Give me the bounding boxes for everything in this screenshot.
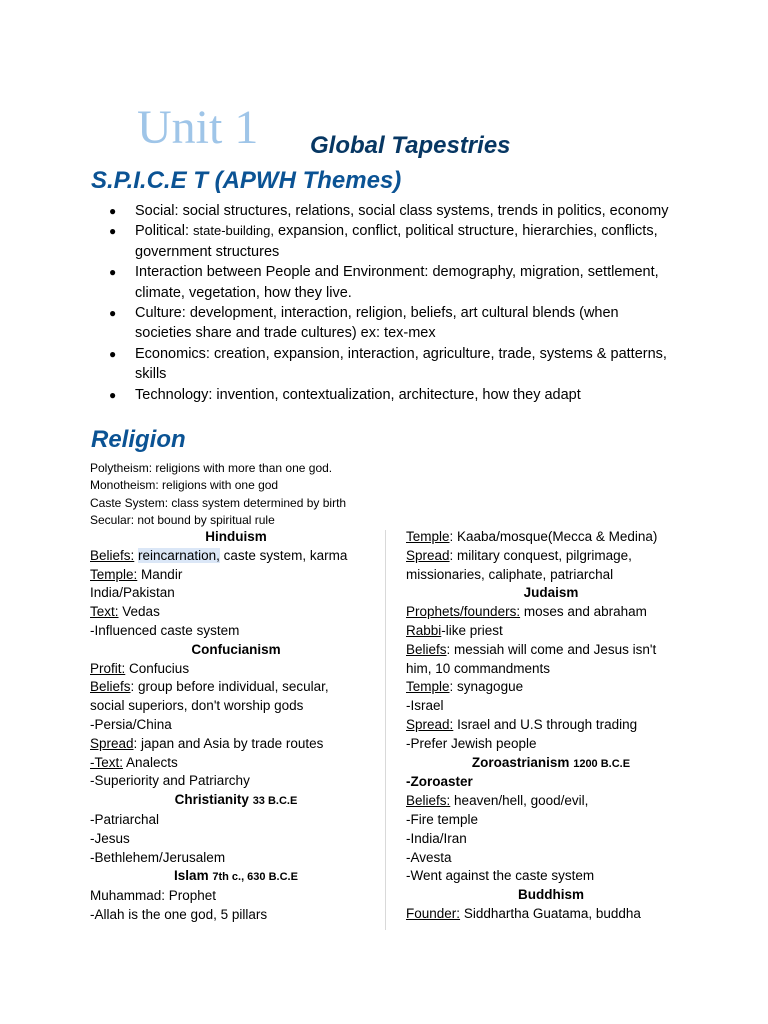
- unit-title: Unit 1: [137, 101, 259, 154]
- judaism-title: Judaism: [523, 585, 579, 601]
- zoroastrianism-beliefs: Beliefs: heaven/hell, good/evil,: [406, 793, 589, 809]
- judaism-beliefs-cont: him, 10 commandments: [406, 660, 551, 676]
- list-item: -Allah is the one god, 5 pillars: [90, 906, 268, 922]
- bullet-icon: ●: [109, 346, 117, 361]
- list-item: -Jesus: [90, 830, 130, 846]
- confucianism-location: -Persia/China: [90, 716, 172, 732]
- themes-list: [109, 201, 669, 405]
- confucianism-beliefs-cont: social superiors, don't worship gods: [90, 698, 304, 714]
- bullet-icon: ●: [109, 224, 117, 239]
- religion-heading: Religion: [91, 426, 186, 453]
- definition-monotheism: Monotheism: religions with one god: [90, 478, 279, 493]
- list-item: ● Technology: invention, contextualization, architecture, how they adapt: [109, 385, 669, 405]
- bullet-icon: ●: [109, 265, 117, 280]
- zoroastrianism-founder: -Zoroaster: [406, 774, 473, 790]
- judaism-rabbi: Rabbi-like priest: [406, 622, 503, 638]
- confucianism-text: -Text: Analects: [90, 754, 178, 770]
- list-item: ● Culture: development, interaction, religion, beliefs, art cultural blends (when societies share and trade cultures) ex: tex-mex: [109, 305, 619, 342]
- islam-temple: Temple: Kaaba/mosque(Mecca & Medina): [406, 529, 658, 544]
- hinduism-title: Hinduism: [205, 529, 267, 544]
- hinduism-note: -Influenced caste system: [90, 622, 240, 638]
- judaism-prophets: Prophets/founders: moses and abraham: [406, 604, 647, 620]
- zoroastrianism-title: Zoroastrianism 1200 B.C.E: [471, 754, 631, 770]
- list-item: ● Social: social structures, relations, social class systems, trends in politics, economy: [109, 201, 669, 221]
- hinduism-location: India/Pakistan: [90, 585, 175, 601]
- highlighted-text: reincarnation,: [138, 547, 220, 563]
- judaism-location: -Israel: [406, 698, 444, 714]
- list-item: -India/Iran: [406, 830, 467, 846]
- judaism-temple: Temple: synagogue: [406, 679, 524, 695]
- hinduism-text: Text: Vedas: [90, 604, 160, 620]
- definition-caste-system: Caste System: class system determined by birth: [90, 495, 347, 510]
- islam-spread: Spread: military conquest, pilgrimage,: [406, 547, 632, 563]
- list-item: -Went against the caste system: [406, 868, 595, 884]
- list-item: -Patriarchal: [90, 811, 160, 827]
- definition-polytheism: Polytheism: religions with more than one god.: [90, 461, 333, 475]
- hinduism-temple: Temple: Mandir: [90, 566, 183, 582]
- document-subtitle: Global Tapestries: [310, 132, 511, 159]
- bullet-icon: ●: [109, 387, 117, 402]
- confucianism-title: Confucianism: [191, 641, 281, 657]
- column-divider: [385, 530, 386, 930]
- left-column: [90, 528, 382, 925]
- list-item: -Fire temple: [406, 811, 479, 827]
- list-item: ● Political: state-building, expansion, conflict, political structure, hierarchies, conflicts, government structures: [109, 223, 658, 260]
- islam-spread-cont: missionaries, caliphate, patriarchal: [406, 566, 614, 582]
- list-item: Muhammad: Prophet: [90, 888, 217, 904]
- judaism-beliefs: Beliefs: messiah will come and Jesus isn't: [406, 641, 657, 657]
- list-item: ● Interaction between People and Environment: demography, migration, settlement, climate, vegetation, how they live.: [109, 264, 659, 301]
- list-item: ● Economics: creation, expansion, interaction, agriculture, trade, systems & patterns, skills: [109, 345, 667, 383]
- themes-heading: S.P.I.C.E T (APWH Themes): [91, 167, 402, 194]
- confucianism-profit: Profit: Confucius: [90, 660, 190, 676]
- hinduism-beliefs: Beliefs: reincarnation, caste system, karma: [90, 547, 348, 563]
- list-item: -Avesta: [406, 849, 452, 865]
- judaism-spread: Spread: Israel and U.S through trading: [406, 716, 638, 732]
- religion-definitions: [90, 460, 410, 530]
- confucianism-beliefs: Beliefs: group before individual, secular,: [90, 679, 329, 695]
- judaism-note: -Prefer Jewish people: [406, 735, 537, 751]
- buddhism-founder: Founder: Siddhartha Guatama, buddha: [406, 905, 641, 921]
- confucianism-spread: Spread: japan and Asia by trade routes: [90, 735, 324, 751]
- confucianism-note: -Superiority and Patriarchy: [90, 773, 250, 789]
- christianity-title: Christianity 33 B.C.E: [174, 792, 298, 808]
- buddhism-title: Buddhism: [518, 887, 584, 903]
- definition-secular: Secular: not bound by spiritual rule: [90, 513, 275, 528]
- islam-title: Islam 7th c., 630 B.C.E: [174, 868, 298, 884]
- right-column: [406, 528, 696, 924]
- bullet-icon: ●: [109, 204, 117, 218]
- list-item: -Bethlehem/Jerusalem: [90, 849, 226, 865]
- bullet-icon: ●: [109, 306, 117, 321]
